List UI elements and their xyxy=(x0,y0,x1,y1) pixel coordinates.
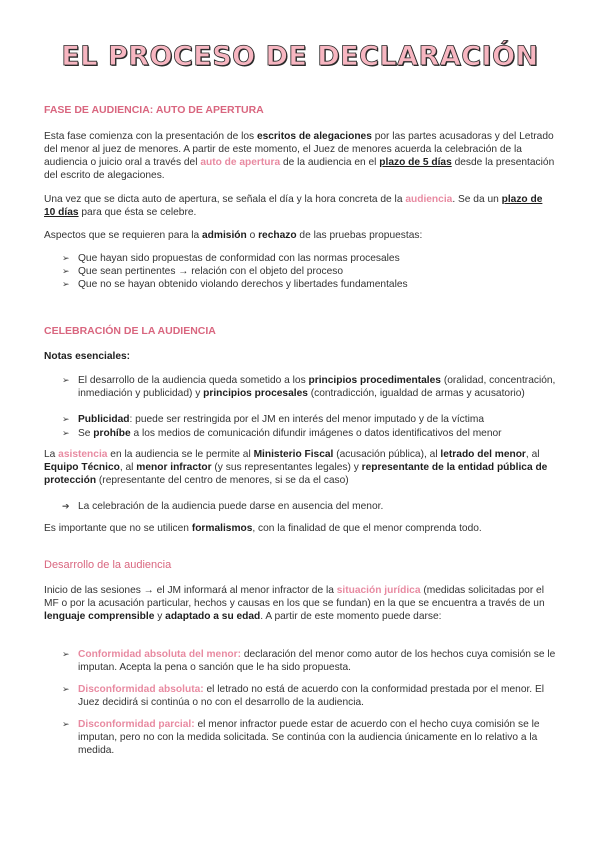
paragraph-formalismos: Es importante que no se utilicen formalismos, con la finalidad de que el menor comprenda todo. xyxy=(44,523,482,534)
bullet-icon: ➢ xyxy=(62,428,70,438)
paragraph-pruebas: Aspectos que se requieren para la admisión o rechazo de las pruebas propuestas: xyxy=(44,230,423,241)
page-title: EL PROCESO DE DECLARACIÓN xyxy=(61,41,539,72)
section-heading-auto-apertura: FASE DE AUDIENCIA: AUTO DE APERTURA xyxy=(44,104,264,116)
bullet-icon: ➢ xyxy=(62,279,70,289)
bullet-icon: ➢ xyxy=(62,649,70,659)
bullet-icon: ➢ xyxy=(62,684,70,694)
notes-label: Notas esenciales: xyxy=(44,351,131,362)
section-heading-celebracion: CELEBRACIÓN DE LA AUDIENCIA xyxy=(44,325,216,337)
section-heading-desarrollo: Desarrollo de la audiencia xyxy=(44,559,172,571)
paragraph-alegaciones: Esta fase comienza con la presentación de los escritos de alegaciones por las partes acusadoras y del Letrado del menor al juez de menores. A partir de este momento, el Juez de menores acuerda la celebración de la audiencia o juicio oral a través del auto de apertura de la audiencia en el plazo de 5 días desde la presentación del escrito de alegaciones. xyxy=(44,131,555,181)
paragraph-inicio-sesiones: Inicio de las sesiones → el JM informará al menor infractor de la situación jurídica (medidas solicitadas por el MF o por la acusación particular, hechos y causas en los que se fundan) en la que se encuentra a través de un lenguaje comprensible y adaptado a su edad. A partir de este momento puede darse: xyxy=(44,585,545,622)
bullet-icon: ➢ xyxy=(62,253,70,263)
bullet-icon: ➢ xyxy=(62,375,70,385)
paragraph-asistencia: La asistencia en la audiencia se le permite al Ministerio Fiscal (acusación pública), al letrado del menor, al Equipo Técnico, al menor infractor (y sus representantes legales) y representante de la entidad pública de protección (representante del centro de menores, si se da el caso) xyxy=(44,449,548,486)
bullet-icon: ➢ xyxy=(62,414,70,424)
bullet-icon: ➢ xyxy=(62,266,70,276)
arrow-right-icon: ➔ xyxy=(62,501,70,511)
document-page: EL PROCESO DE DECLARACIÓN FASE DE AUDIENCIA: AUTO DE APERTURA Esta fase comienza con la presentación de los escritos de alegaciones por las partes acusadoras y del Letrado del menor al juez de menores. A partir de este momento, el Juez de menores acuerda la celebración de la audiencia o juicio oral a través del auto de apertura de la audiencia en el plazo de 5 días desde la presentación del escrito de alegaciones. Una vez que se dicta auto de apertura, se señala el día y la hora concreta de la audiencia. Se da un plazo de 10 días para que ésta se celebre. Aspectos que se requieren para la admisión o rechazo de las pruebas propuestas: ➢ Que hayan sido propuestas de conformidad con las normas procesales ➢ Que sean pertinentes → relación con el objeto del proceso ➢ Que no se hayan obtenido violando derechos y libertades fundamentales CELEBRACIÓN DE LA AUDIENCIA Notas esenciales: ➢ El desarrollo de la audiencia queda sometido a los principios procedimentales (oralidad, concentración, inmediación y publicidad) y principios procesales (contradicción, igualdad de armas y acusatorio) ➢ Publicidad: puede ser restringida por el JM en interés del menor imputado y de la víctima ➢ Se prohíbe a los medios de comunicación difundir imágenes o datos identificativos del menor La asistencia en la audiencia se le permite al Ministerio Fiscal (acusación pública), al letrado del menor, al Equipo Técnico, al menor infractor (y sus representantes legales) y representante de la entidad pública de protección (representante del centro de menores, si se da el caso) ➔ La celebración de la audiencia puede darse en ausencia del menor. Es importante que no se utilicen formalismos, con la finalidad de que el menor comprenda todo. Desarrollo de la audiencia Inicio de las sesiones → el JM informará al menor infractor de la situación jurídica (medidas solicitadas por el MF o por la acusación particular, hechos y causas en los que se fundan) en la que se encuentra a través de un lenguaje comprensible y adaptado a su edad. A partir de este momento puede darse: ➢ Conformidad absoluta del menor: declaración del menor como autor de los hechos cuya comisión se le imputan. Acepta la pena o sanción que le ha sido propuesta. ➢ Disconformidad absoluta: el letrado no está de acuerdo con la conformidad prestada por el menor. El Juez decidirá si continúa o no con el desarrollo de la audiencia. ➢ Disconformidad parcial: el menor infractor puede estar de acuerdo con el hecho cuya comisión se le imputan, pero no con la medida solicitada. Se continúa con la audiencia únicamente en lo relativo a la medida. xyxy=(0,0,600,848)
paragraph-auto-apertura: Una vez que se dicta auto de apertura, se señala el día y la hora concreta de la audiencia. Se da un plazo de 10 días para que ésta se celebre. xyxy=(44,194,543,218)
bullet-icon: ➢ xyxy=(62,719,70,729)
